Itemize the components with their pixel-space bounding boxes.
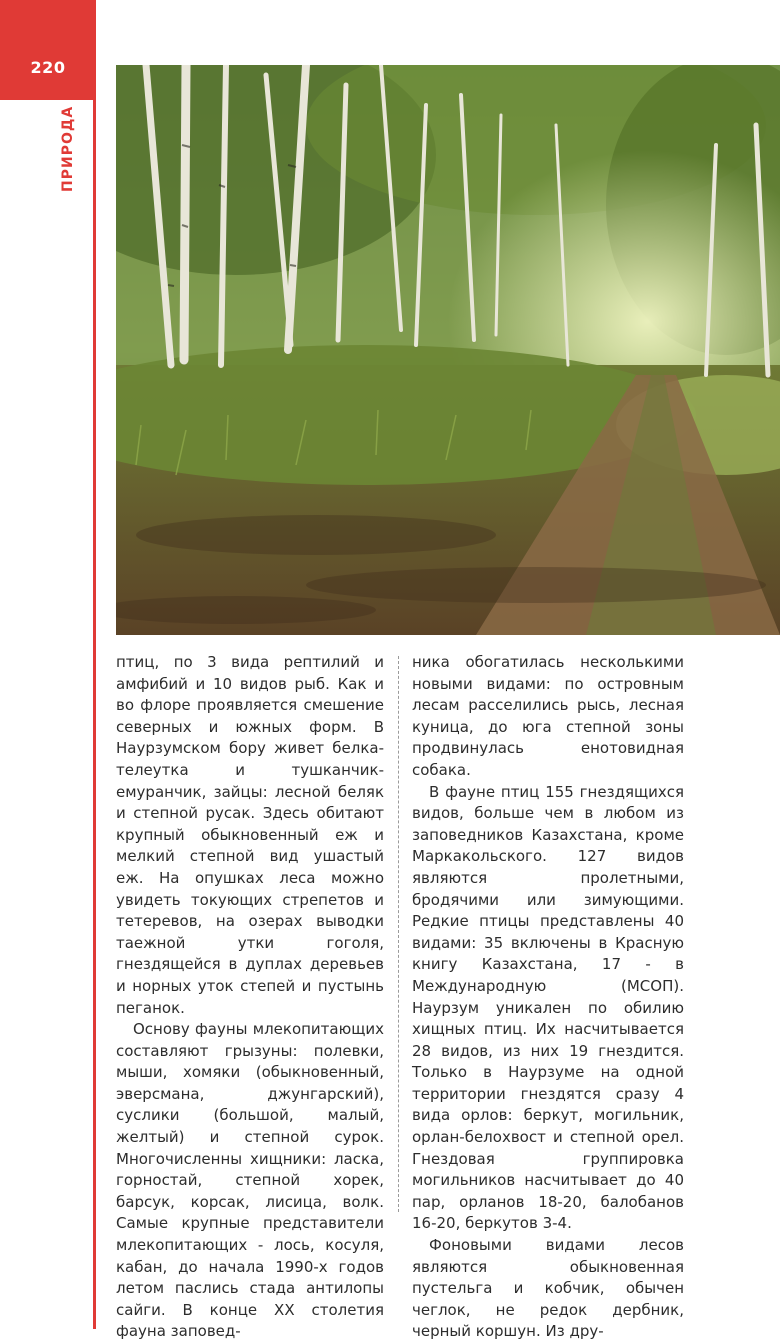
sidebar-accent-line [93, 0, 96, 1329]
paragraph: ника обогатилась несколькими новыми видами: по островным лесам расселились рысь, лесная куница, до юга степной зоны продвинулась енотовидная собака. [412, 653, 684, 779]
paragraph: птиц, по 3 вида рептилий и амфибий и 10 видов рыб. Как и во флоре проявляется смешение северных и южных форм. В Наурзумском бору живет белка-телеутка и тушканчик-емуранчик, зайцы: лесной беляк и степной русак. Здесь обитают крупный обыкновенный еж и мелкий степной вид ушастый еж. На опушках леса можно увидеть токующих стрепетов и тетеревов, на озерах выводки таежной утки гоголя, гнездящейся в дуплах деревьев и норных уток степей и пустынь пеганок. [116, 653, 384, 1017]
paragraph: Основу фауны млекопитающих составляют грызуны: полевки, мыши, хомяки (обыкновенный, эверсмана, джунгарский), суслики (большой, малый, желтый) и степной сурок. Многочисленны хищники: ласка, горностай, степной хорек, барсук, корсак, лисица, волк. Самые крупные представители млекопитающих - лось, косуля, кабан, до начала 1990-х годов летом паслись стада антилопы сайги. В конце XX столетия фауна заповед- [116, 1020, 384, 1341]
column-divider [398, 656, 399, 1212]
text-column-left [116, 652, 384, 1343]
paragraph: Фоновыми видами лесов являются обыкновенная пустельга и кобчик, обычен чеглок, не редок дербник, черный коршун. Из дру- [412, 1236, 684, 1341]
paragraph: В фауне птиц 155 гнездящихся видов, больше чем в любом из заповедников Казахстана, кроме Маркакольского. 127 видов являются пролетными, бродячими или зимующими. Редкие птицы представлены 40 видами: 35 включены в Красную книгу Казахстана, 17 - в Международную (МСОП). Наурзум уникален по обилию хищных птиц. Их насчитывается 28 видов, из них 19 гнездится. Только в Наурзуме на одной территории гнездятся сразу 4 вида орлов: беркут, могильник, орлан-белохвост и степной орел. Гнездовая группировка могильников насчитывает до 40 пар, орланов 18-20, балобанов 16-20, беркутов 3-4. [412, 782, 684, 1233]
text-column-right [412, 652, 684, 1343]
forest-road-photo [116, 65, 780, 635]
page-number: 220 [30, 58, 66, 77]
page-number-tab [0, 0, 96, 100]
section-title: ПРИРОДА [60, 105, 76, 192]
